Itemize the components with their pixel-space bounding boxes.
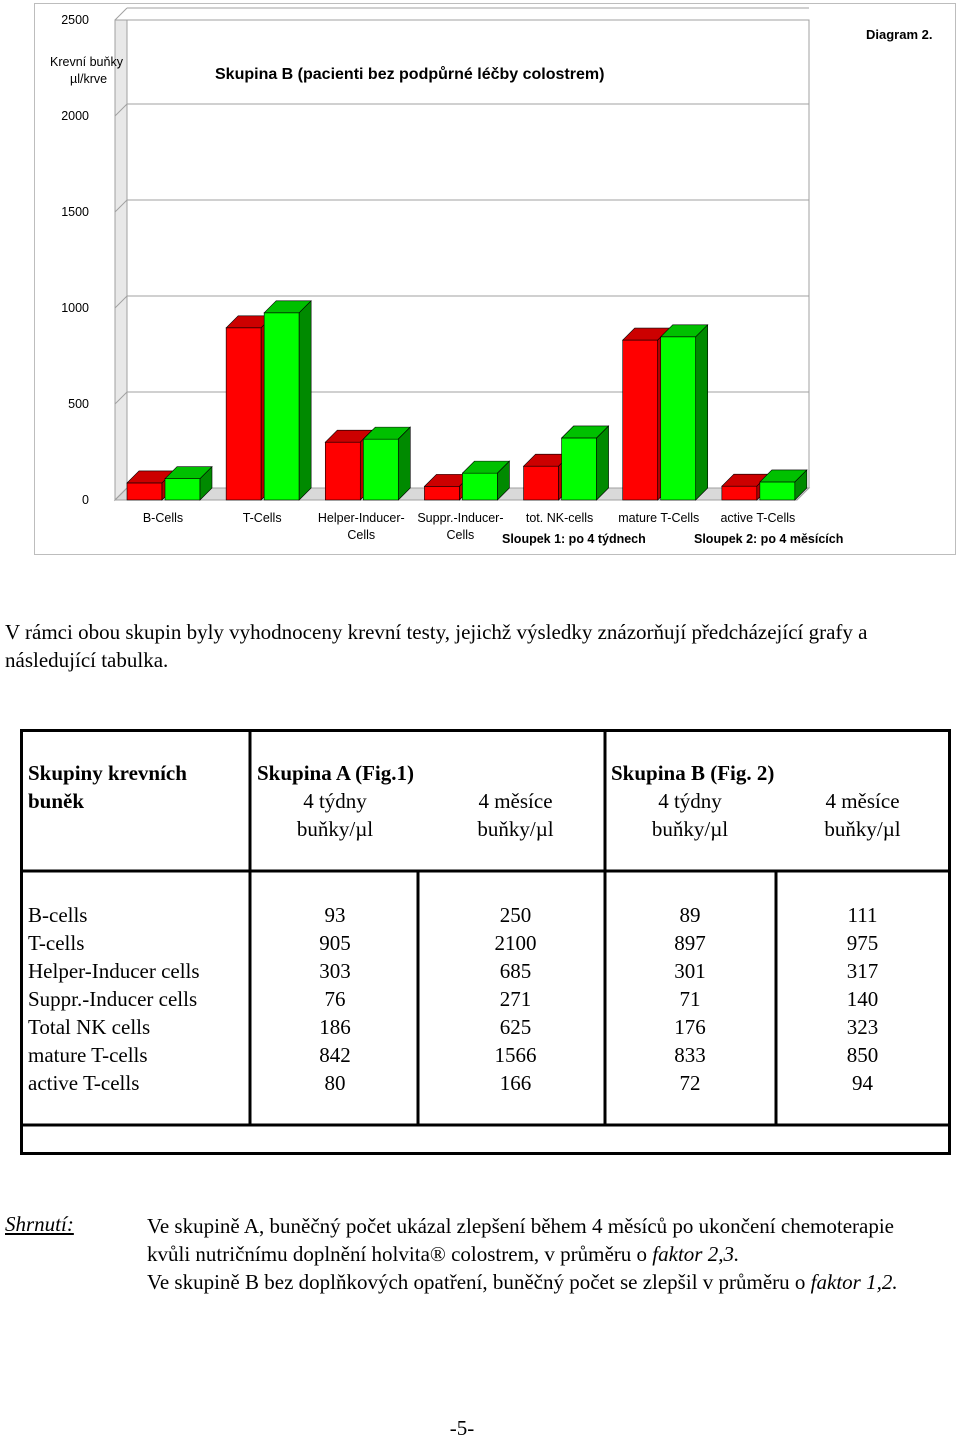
header-a-4months [428,787,603,843]
results-table [20,729,951,1155]
table-cell: 89 [679,903,701,927]
bar-side [299,301,311,500]
sub-label: 4 týdny [658,789,722,813]
table-cell: 301 [674,959,706,983]
table-cell: 317 [846,959,879,983]
x-tick-label: active T-Cells [720,511,796,525]
bar [462,461,509,500]
summary-label: Shrnutí: [5,1212,74,1236]
x-tick-label: B-Cells [142,511,184,525]
sub-label: 4 měsíce [825,789,900,813]
table-row-name: Suppr.-Inducer cells [28,987,198,1011]
y-tick-label: 1000 [61,301,89,315]
column-a-4weeks [255,901,415,1097]
row-names-column [28,901,200,1097]
table-row-name: Total NK cells [28,1015,151,1039]
legend-series-1: Sloupek 1: po 4 týdnech [502,532,646,546]
bar-front [325,442,360,500]
column-b-4weeks [610,901,770,1097]
table-cell: 842 [319,1043,351,1067]
bar [165,467,212,500]
x-tick-label-line: Suppr.-Inducer- [417,511,504,525]
chart-side-wall [115,20,127,500]
bar [264,301,311,500]
bar-front [127,483,162,500]
bar-front [363,439,398,500]
x-tick-label-line: Cells [347,528,376,542]
legend-series-2: Sloupek 2: po 4 měsících [694,532,844,546]
unit-label: buňky/µl [477,817,554,841]
table-cell: 323 [846,1015,879,1039]
y-tick-label: 2000 [61,109,89,123]
header-label-line1: Skupiny krevních [28,761,187,785]
table-cell: 80 [324,1071,346,1095]
column-b-4months [780,901,945,1097]
table-cell: 833 [674,1043,706,1067]
bar-front [562,438,597,500]
summary-p1-text: Ve skupině A, buněčný počet ukázal zlepšení během 4 měsíců po ukončení chemoterapie kvůli nutričnímu doplnění holvita® colostrem, v průměru o [147,1214,894,1266]
summary-p1-factor: faktor 2,3. [652,1242,740,1266]
grid-line [115,8,127,20]
bar-front [760,482,795,500]
bar-front [226,328,261,500]
bar-front [722,486,757,500]
bar-front [424,486,459,500]
x-tick-label [417,511,503,542]
chart-svg [35,4,957,556]
bar [562,426,609,500]
table-cell: 897 [674,931,706,955]
table-cell: 166 [499,1071,532,1095]
summary-p2-text: Ve skupině B bez doplňkových opatření, buněčný počet se zlepšil v průměru o [147,1270,811,1294]
header-group-b: Skupina B (Fig. 2) [611,761,775,785]
bar-front [623,340,658,500]
x-tick-label: T-Cells [242,511,282,525]
table-row-name: T-cells [28,931,85,955]
intro-paragraph: V rámci obou skupin byly vyhodnoceny krevní testy, jejichž výsledky znázorňují předcházející grafy a následující tabulka. [5,620,868,672]
header-a-4weeks [255,787,415,843]
y-axis-label-line1: Krevní buňky [50,55,123,69]
header-b-4weeks [610,787,770,843]
table-cell: 1566 [494,1043,537,1067]
bar-front [165,479,200,500]
table-cell: 93 [324,903,346,927]
table-cell: 176 [674,1015,706,1039]
bar-front [264,313,299,500]
bar-side [597,426,609,500]
table-row-name: B-cells [28,903,88,927]
table-header-groups [28,759,187,815]
y-tick-label: 500 [68,397,89,411]
table-cell: 685 [499,959,532,983]
header-b-4months [780,787,945,843]
sub-label: 4 týdny [303,789,367,813]
table-cell: 905 [319,931,351,955]
bar-front [462,473,497,500]
table-cell: 271 [499,987,532,1011]
bar [661,325,708,500]
table-row-name: Helper-Inducer cells [28,959,200,983]
summary-text [147,1212,937,1296]
table-row-name: active T-cells [28,1071,140,1095]
table-cell: 850 [846,1043,879,1067]
table-row-name: mature T-cells [28,1043,148,1067]
table-cell: 140 [846,987,879,1011]
table-cell: 975 [846,931,879,955]
y-tick-label: 1500 [61,205,89,219]
bar-front [524,466,559,500]
column-a-4months [428,901,603,1097]
x-tick-label: mature T-Cells [618,511,700,525]
unit-label: buňky/µl [296,817,374,841]
unit-label: buňky/µl [651,817,729,841]
summary-paragraph-2 [147,1268,937,1296]
table-cell: 2100 [494,931,537,955]
chart-title: Skupina B (pacienti bez podpůrné léčby colostrem) [215,66,605,83]
table-cell: 72 [679,1071,701,1095]
sub-label: 4 měsíce [478,789,553,813]
table-cell: 250 [499,903,532,927]
summary-paragraph-1 [147,1212,937,1268]
header-label-line2: buněk [28,789,85,813]
table-cell: 71 [679,987,701,1011]
y-tick-label: 2500 [61,13,89,27]
x-tick-label-line: Helper-Inducer- [317,511,405,525]
y-tick-label: 0 [82,493,89,507]
bar-chart [34,3,956,555]
table-cell: 625 [499,1015,532,1039]
bar-side [398,427,410,500]
bar-side [696,325,708,500]
bar-front [661,337,696,500]
table-cell: 303 [319,959,351,983]
diagram-label: Diagram 2. [866,27,933,42]
y-axis-label-line2: µl/krve [70,72,108,86]
table-cell: 186 [319,1015,351,1039]
summary-p2-factor: faktor 1,2. [810,1270,898,1294]
unit-label: buňky/µl [824,817,901,841]
table-cell: 94 [852,1071,873,1095]
x-tick-label: tot. NK-cells [525,511,594,525]
x-tick-label [318,511,405,542]
page-number: -5- [449,1416,475,1440]
table-cell: 111 [847,903,878,927]
x-tick-label-line: Cells [446,528,475,542]
table-cell: 76 [324,987,346,1011]
header-group-a: Skupina A (Fig.1) [257,761,414,785]
bar [363,427,410,500]
